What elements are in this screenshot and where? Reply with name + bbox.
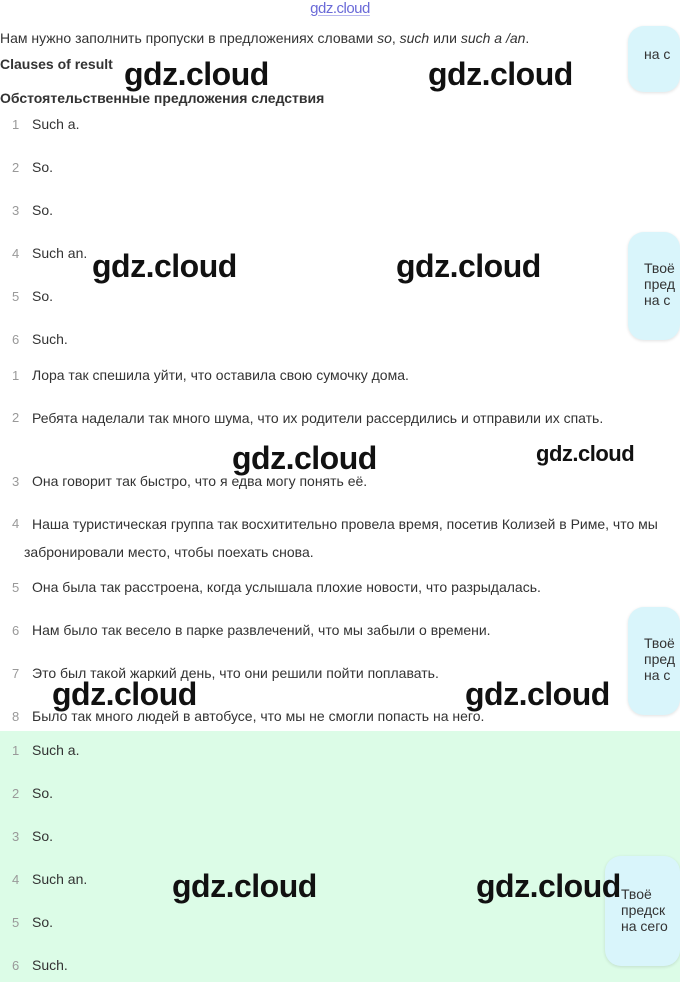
- promo-bubble[interactable]: на с: [628, 26, 680, 92]
- promo-bubble[interactable]: Твоё пред на с: [628, 232, 680, 340]
- watermark: gdz.cloud: [476, 868, 621, 904]
- list-item: 2 Ребята наделали так много шума, что их родители рассердились и отправили их спать.: [12, 410, 604, 426]
- list-item: 6 Such.: [12, 331, 68, 347]
- list-item: 3 Она говорит так быстро, что я едва могу понять её.: [12, 473, 368, 489]
- list-item: 8 Было так много людей в автобусе, что мы не смогли попасть на него.: [12, 708, 485, 724]
- watermark: gdz.cloud: [124, 56, 269, 92]
- list-item: 4 Such an.: [12, 245, 88, 261]
- site-logo[interactable]: gdz.cloud: [310, 0, 370, 17]
- promo-bubble[interactable]: Твоё предск на сего: [605, 856, 680, 966]
- list-item: 3 So.: [12, 828, 54, 844]
- watermark: gdz.cloud: [232, 440, 377, 476]
- list-item: 6 Such.: [12, 957, 68, 973]
- list-item: 1 Such a.: [12, 116, 80, 132]
- list-item: 2 So.: [12, 159, 54, 175]
- translations-list: [0, 358, 660, 729]
- list-item: 1 Лора так спешила уйти, что оставила свою сумочку дома.: [12, 367, 409, 383]
- watermark: gdz.cloud: [92, 248, 237, 284]
- watermark: gdz.cloud: [428, 56, 573, 92]
- list-item: 2 So.: [12, 785, 54, 801]
- list-item: 5 Она была так расстроена, когда услышала плохие новости, что разрыдалась.: [12, 579, 541, 595]
- watermark: gdz.cloud: [52, 676, 197, 712]
- section-title-ru: Обстоятельственные предложения следствия: [0, 90, 325, 106]
- list-item: 7 Это был такой жаркий день, что они решили пойти поплавать.: [12, 665, 439, 681]
- section-title-en: Clauses of result: [0, 56, 113, 72]
- list-item: 4 Such an.: [12, 871, 88, 887]
- list-item: 6 Нам было так весело в парке развлечений, что мы забыли о времени.: [12, 622, 491, 638]
- list-item: 4 Наша туристическая группа так восхитительно провела время, посетив Колизей в Риме, что мы забронировали место, чтобы поехать снова.: [12, 516, 658, 560]
- watermark: gdz.cloud: [465, 676, 610, 712]
- list-item: 5 So.: [12, 914, 54, 930]
- answers-list-repeat: [0, 733, 640, 991]
- answers-list: [0, 107, 640, 365]
- watermark: gdz.cloud: [396, 248, 541, 284]
- list-item: 1 Such a.: [12, 742, 80, 758]
- list-item: 3 So.: [12, 202, 54, 218]
- task-instruction: Нам нужно заполнить пропуски в предложениях словами so, such или such a /an.: [0, 30, 530, 46]
- list-item: 5 So.: [12, 288, 54, 304]
- promo-bubble[interactable]: Твоё пред на с: [628, 607, 680, 715]
- highlighted-answers: [0, 731, 680, 982]
- watermark: gdz.cloud: [172, 868, 317, 904]
- watermark: gdz.cloud: [536, 441, 635, 466]
